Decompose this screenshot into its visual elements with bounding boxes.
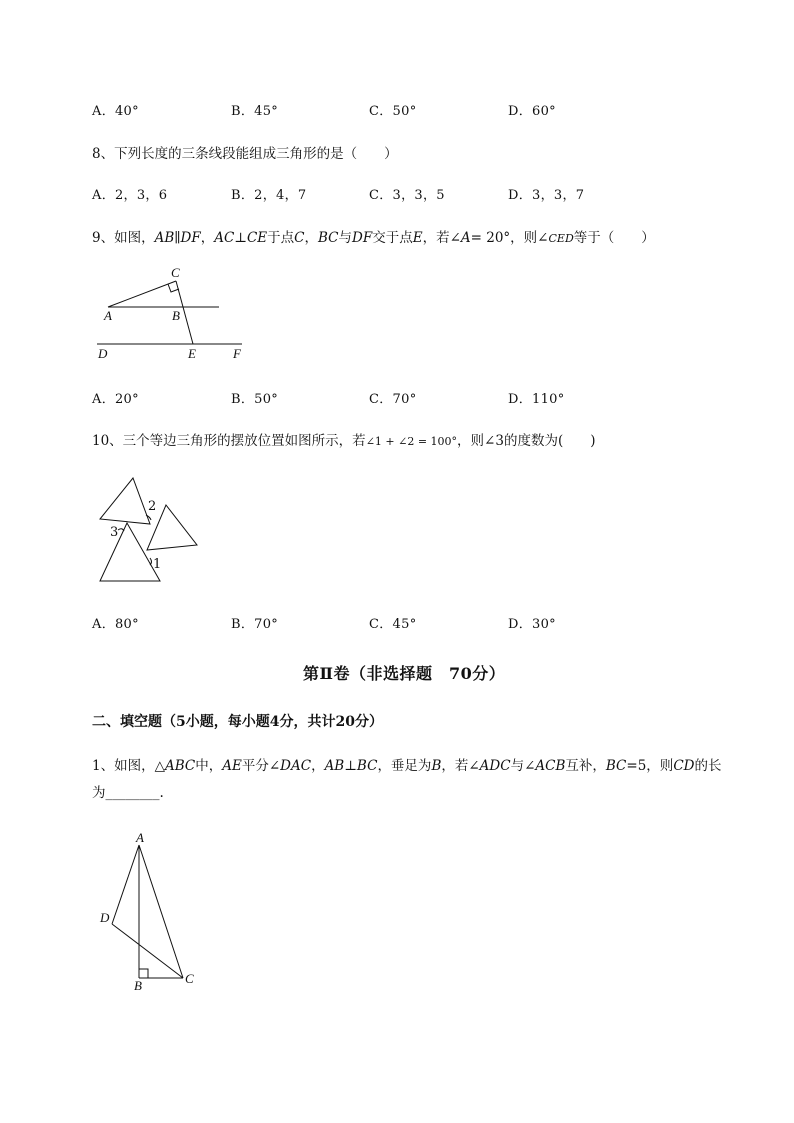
q9-label-a: A [104,308,112,323]
q9-stem-text: 与 [338,230,353,246]
q8-option-a: A．2，3，6 [92,188,168,203]
q9-stem-text: 9、如图， [92,230,155,246]
q9-option-c: C．70° [369,392,417,407]
f1-text: 中， [195,758,223,774]
q9-math: BC [318,230,339,246]
q10-option-b: B．70° [231,617,279,632]
f1-math: AE [222,758,242,774]
f1-text: =5，则 [626,758,674,774]
q10-condition: ∠1 + ∠2 = 100° [365,435,458,448]
f1-text: 平分∠ [241,758,281,774]
part-2-title: 二、填空题（5小题，每小题4分，共计20分） [92,714,383,730]
q10-label-2: 2 [148,499,157,514]
q9-math: AB∥DF [154,230,201,246]
f1-math: CD [673,758,695,774]
q9-math: C [294,230,305,246]
f1-right-angle-mark [139,969,148,978]
q8-stem: 8、下列长度的三条线段能组成三角形的是（ ） [92,146,398,162]
f1-text: 的长 [694,758,722,774]
q9-label-c: C [171,265,180,280]
f1-text: ， [311,758,325,774]
q9-stem-text: ， [304,230,319,246]
q10-option-d: D．30° [508,617,556,632]
f1-math: ADC [479,758,511,774]
q8-option-c: C．3，3，5 [369,188,445,203]
f1-label-a: A [136,830,144,845]
f1-text: ，垂足为 [377,758,432,774]
f1-label-c: C [185,971,194,986]
q7-option-a: A．40° [92,104,139,119]
q9-option-b: B．50° [231,392,279,407]
q9-label-f: F [233,346,241,361]
q8-option-d: D．3，3，7 [508,188,585,203]
q9-stem-text: = 20°，则∠ [470,230,549,246]
f1-text: 互补， [565,758,606,774]
q10-stem-text: ，则∠3的度数为( ) [457,433,596,449]
q7-option-c: C．50° [369,104,417,119]
f1-label-b: B [134,978,142,993]
f1-math: ABC [164,758,196,774]
q10-stem-text: 10、三个等边三角形的摆放位置如图所示，若 [92,433,366,449]
f1-text: ，若∠ [441,758,480,774]
f1-math: BC [605,758,627,774]
q9-math: A [460,230,471,246]
q9-stem-text: 于点 [267,230,295,246]
section-2-title: 第Ⅱ卷（非选择题 70分） [303,664,506,683]
f1-math: DAC [280,758,312,774]
q7-option-d: D．60° [508,104,556,119]
q9-stem-text: ，若∠ [422,230,461,246]
f1-label-d: D [100,910,110,925]
q9-stem-text: ， [200,230,215,246]
q9-math: DF [352,230,373,246]
f1-math: B [431,758,442,774]
f1-math: AB⊥BC [324,758,378,774]
f1-stem-line2: 为________. [92,785,164,801]
q10-option-a: A．80° [92,617,139,632]
q9-stem-text: 等于（ ） [573,230,655,246]
q9-math: E [412,230,423,246]
f1-text: 1、如图，△ [92,758,165,774]
q9-math: AC⊥CE [214,230,268,246]
q9-math: CED [548,232,574,245]
q10-label-1: 1 [153,557,162,572]
q9-option-d: D．110° [508,392,565,407]
f1-line-ac [139,845,183,978]
f1-math: ACB [535,758,566,774]
q8-option-b: B．2，4，7 [231,188,307,203]
q7-option-b: B．45° [231,104,279,119]
q10-option-c: C．45° [369,617,417,632]
f1-line-ad [112,845,139,924]
q9-label-e: E [188,346,196,361]
q10-label-3: 3 [110,525,119,540]
f1-text: 与∠ [510,758,536,774]
q9-stem-text: 交于点 [372,230,413,246]
q9-option-a: A．20° [92,392,139,407]
q9-label-d: D [98,346,108,361]
q9-label-b: B [172,308,180,323]
